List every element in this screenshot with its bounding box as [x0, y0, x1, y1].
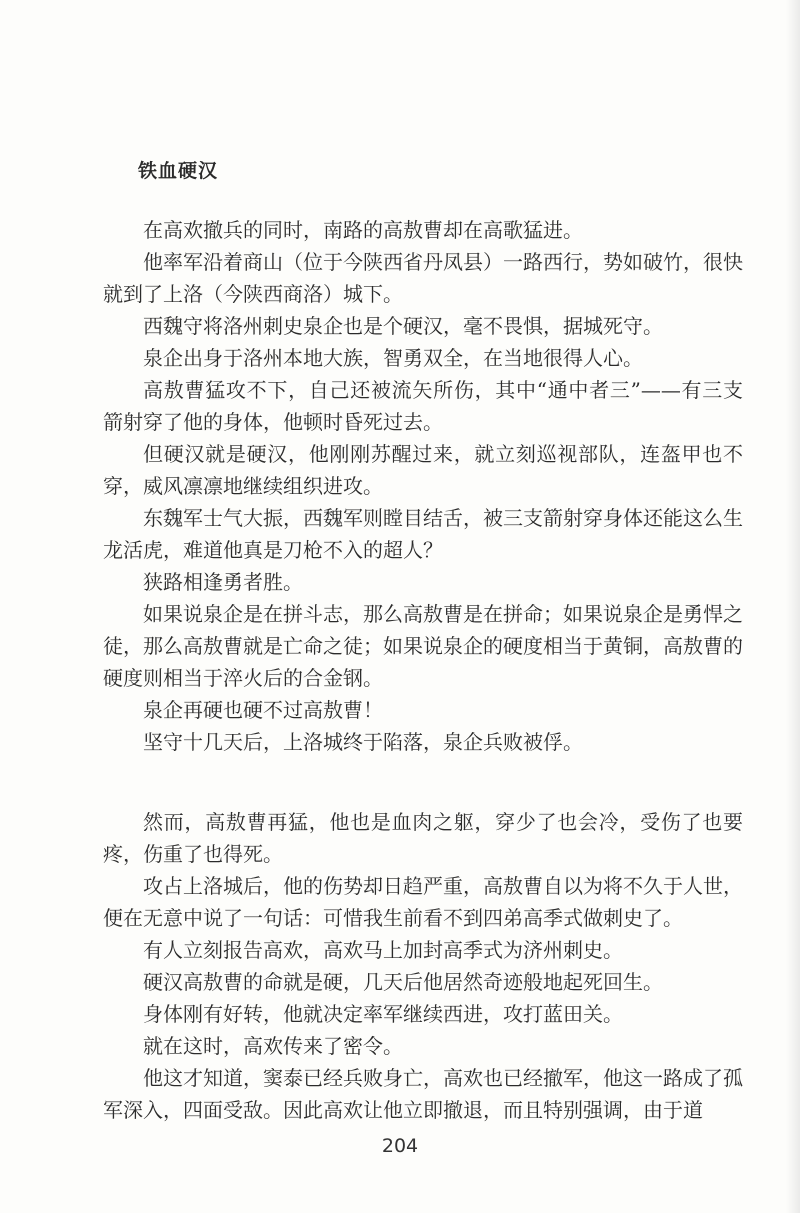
paragraph: 东魏军士气大振，西魏军则瞠目结舌，被三支箭射穿身体还能这么生龙活虎，难道他真是刀枪不入的超人？: [103, 506, 743, 562]
page-edge-shadow: [786, 0, 800, 1213]
paragraph: 狭路相逢勇者胜。: [143, 570, 303, 594]
paragraph: 然而，高敖曹再猛，他也是血肉之躯，穿少了也会冷，受伤了也要疼，伤重了也得死。: [103, 810, 743, 866]
section-break: [103, 758, 743, 806]
paragraph: 泉企再硬也硬不过高敖曹！: [143, 698, 383, 722]
body-text: [103, 214, 743, 1126]
paragraph: 坚守十几天后，上洛城终于陷落，泉企兵败被俘。: [143, 730, 583, 754]
paragraph: 如果说泉企是在拼斗志，那么高敖曹是在拼命；如果说泉企是勇悍之徒，那么高敖曹就是亡命之徒；如果说泉企的硬度相当于黄铜，高敖曹的硬度则相当于淬火后的合金钢。: [103, 602, 743, 690]
paragraph: 他这才知道，窦泰已经兵败身亡，高欢也已经撤军，他这一路成了孤军深入，四面受敌。因此高欢让他立即撤退，而且特别强调，由于道: [103, 1066, 743, 1122]
paragraph: 有人立刻报告高欢，高欢马上加封高季式为济州刺史。: [143, 938, 623, 962]
paragraph: 高敖曹猛攻不下，自己还被流矢所伤，其中“通中者三”——有三支箭射穿了他的身体，他顿时昏死过去。: [103, 378, 743, 434]
paragraph: 就在这时，高欢传来了密令。: [143, 1034, 403, 1058]
paragraph: 在高欢撤兵的同时，南路的高敖曹却在高歌猛进。: [143, 218, 583, 242]
paragraph: 身体刚有好转，他就决定率军继续西进，攻打蓝田关。: [143, 1002, 623, 1026]
paragraph: 硬汉高敖曹的命就是硬，几天后他居然奇迹般地起死回生。: [143, 970, 663, 994]
paragraph: 西魏守将洛州刺史泉企也是个硬汉，毫不畏惧，据城死守。: [143, 314, 663, 338]
paragraph: 攻占上洛城后，他的伤势却日趋严重，高敖曹自以为将不久于人世，便在无意中说了一句话：可惜我生前看不到四弟高季式做刺史了。: [103, 874, 743, 930]
paragraph: 但硬汉就是硬汉，他刚刚苏醒过来，就立刻巡视部队，连盔甲也不穿，威风凛凛地继续组织进攻。: [103, 442, 743, 498]
paragraph: 泉企出身于洛州本地大族，智勇双全，在当地很得人心。: [143, 346, 643, 370]
paragraph: 他率军沿着商山（位于今陕西省丹凤县）一路西行，势如破竹，很快就到了上洛（今陕西商洛）城下。: [103, 250, 743, 306]
page-number: 204: [381, 1135, 419, 1157]
section-title: 铁血硬汉: [138, 160, 219, 182]
